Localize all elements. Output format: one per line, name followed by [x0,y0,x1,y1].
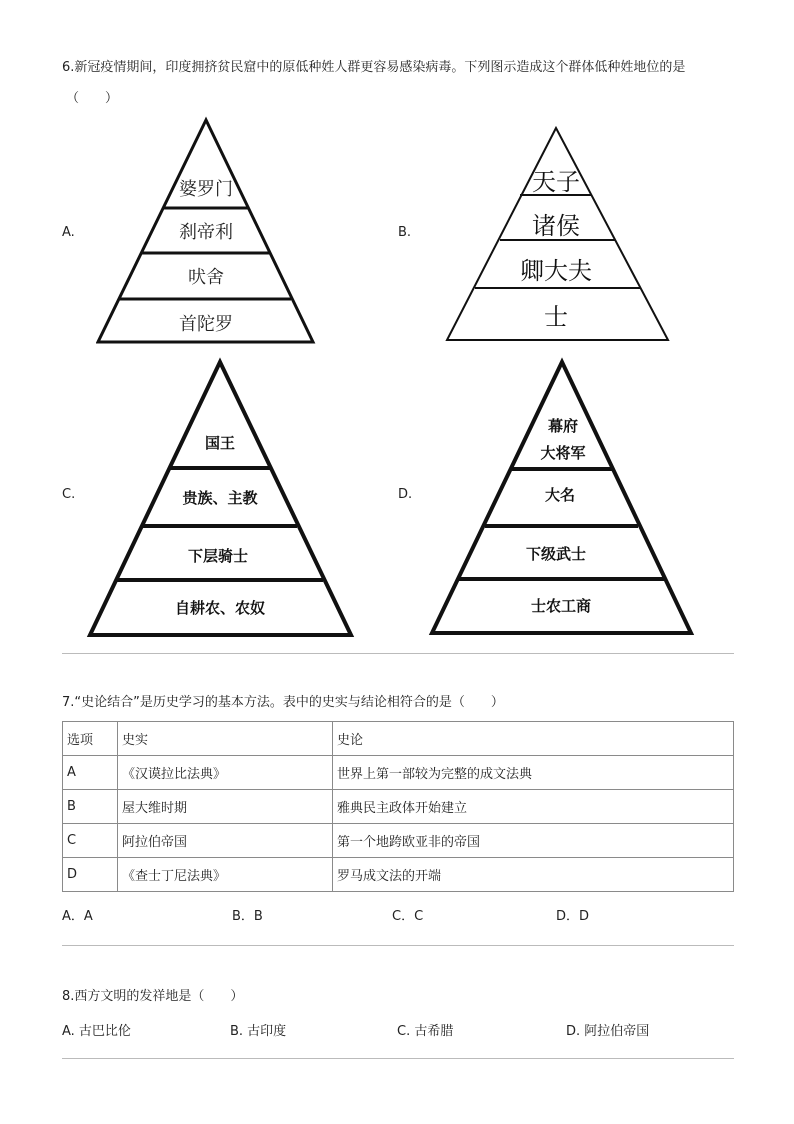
table-cell: 《汉谟拉比法典》 [118,756,333,790]
table-cell: 第一个地跨欧亚非的帝国 [333,824,734,858]
table-header-cell: 史实 [118,722,333,756]
pyramid-a-layer-1: 婆罗门 [179,179,233,200]
pyramid-b-layer-4: 士 [544,303,568,331]
pyramid-b-layer-2: 诸侯 [532,212,580,240]
q6-option-c-letter: C. [62,487,76,502]
q8-answer-c[interactable]: C. 古希腊 [397,1024,454,1039]
pyramid-d-layer-4: 士农工商 [530,597,592,615]
table-row [63,858,734,892]
table-cell: 屋大维时期 [118,790,333,824]
q6-option-d-letter: D. [398,487,413,502]
table-cell: 《查士丁尼法典》 [118,858,333,892]
pyramid-a-layer-4: 首陀罗 [179,314,233,335]
pyramid-a-layer-3: 吠舍 [188,267,224,288]
q7-answer-d[interactable]: D．D [556,909,590,924]
q6-option-a-letter: A. [62,225,75,240]
table-header-cell: 史论 [333,722,734,756]
pyramid-d-layer-3: 下级武士 [525,545,587,563]
table-cell: A [63,756,118,790]
pyramid-b-layer-1: 天子 [532,168,580,196]
table-header-row [63,722,734,756]
q8-answer-b[interactable]: B. 古印度 [230,1024,287,1039]
q8-stem: 8.西方文明的发祥地是（ ） [62,989,244,1004]
table-cell: D [63,858,118,892]
q8-answer-d[interactable]: D. 阿拉伯帝国 [566,1024,650,1039]
table-header-cell: 选项 [63,722,118,756]
q7-stem: 7.“史论结合”是历史学习的基本方法。表中的史实与结论相符合的是（ ） [62,695,504,710]
pyramid-d-layer-1a: 幕府 [547,417,579,435]
table-cell: 罗马成文法的开端 [333,858,734,892]
pyramid-b-diagram [444,124,672,344]
pyramid-d-layer-1b: 大将军 [540,444,586,462]
pyramid-c-layer-2: 贵族、主教 [182,489,258,507]
table-row [63,790,734,824]
question-divider [62,1058,734,1059]
q7-answer-b[interactable]: B．B [232,909,263,924]
q6-stem: 6.新冠疫情期间，印度拥挤贫民窟中的原低种姓人群更容易感染病毒。下列图示造成这个群体低种姓地位的是 [62,60,686,75]
pyramid-c-layer-1: 国王 [204,434,236,452]
question-divider [62,945,734,946]
pyramid-a-layer-2: 刹帝利 [179,222,233,243]
q7-answer-a[interactable]: A．A [62,909,93,924]
q7-answer-c[interactable]: C．C [392,909,424,924]
q8-answer-a[interactable]: A. 古巴比伦 [62,1024,131,1039]
q7-table [62,721,734,892]
pyramid-d-layer-2: 大名 [544,486,576,504]
table-cell: 阿拉伯帝国 [118,824,333,858]
q6-option-b-letter: B. [398,225,412,240]
pyramid-c-layer-4: 自耕农、农奴 [174,599,266,617]
table-cell: 世界上第一部较为完整的成文法典 [333,756,734,790]
table-row [63,824,734,858]
pyramid-d-diagram [428,356,696,640]
pyramid-c-diagram [86,356,358,640]
q6-answer-paren: （ ） [66,91,119,106]
table-cell: B [63,790,118,824]
question-divider [62,653,734,654]
pyramid-a-diagram [96,116,316,346]
table-row [63,756,734,790]
pyramid-b-layer-3: 卿大夫 [520,257,592,285]
table-cell: 雅典民主政体开始建立 [333,790,734,824]
table-cell: C [63,824,118,858]
pyramid-c-layer-3: 下层骑士 [187,547,249,565]
